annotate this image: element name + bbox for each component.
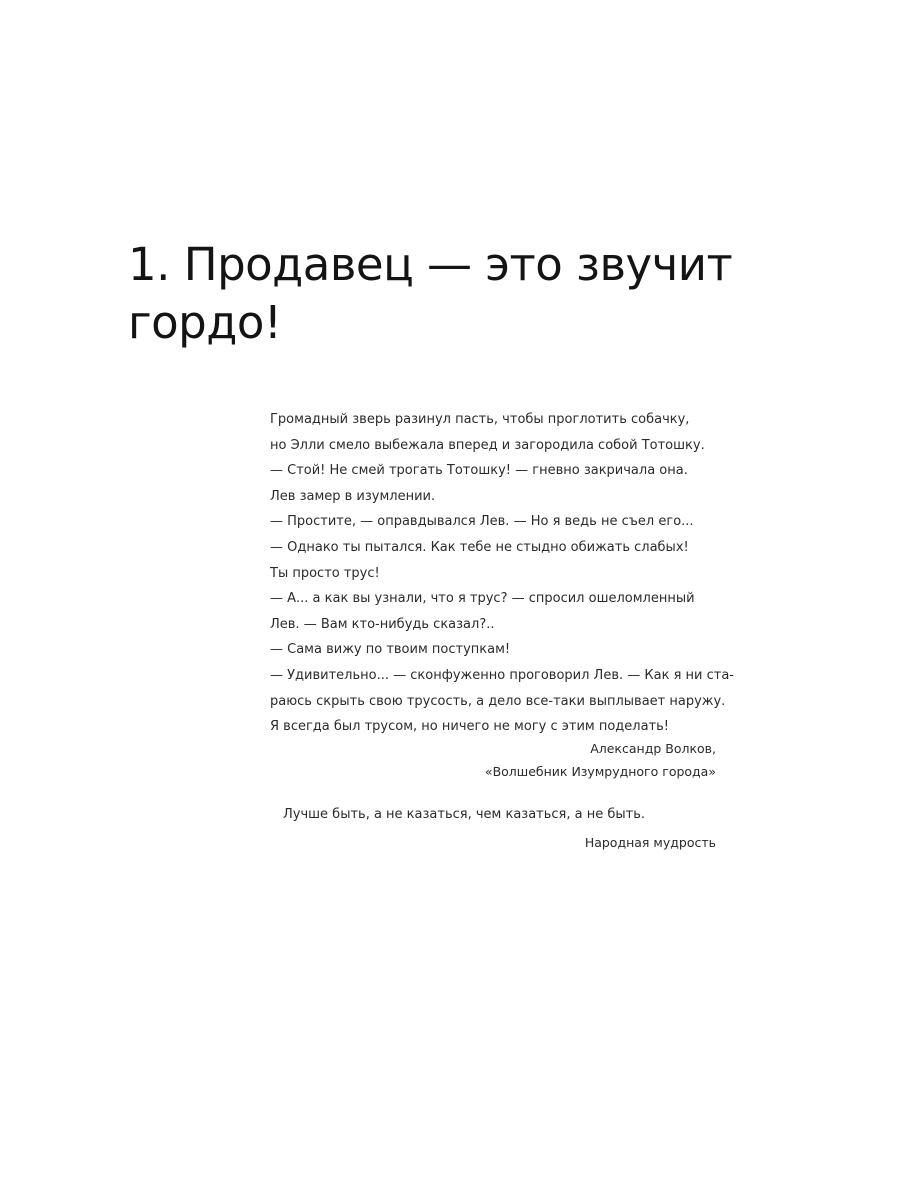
epigraph-attribution xyxy=(485,737,716,783)
chapter-title-line-2: гордо! xyxy=(128,296,282,349)
proverb-source: Народная мудрость xyxy=(584,835,716,850)
epigraph-author: Александр Волков, xyxy=(590,741,716,756)
epigraph-line: Я всегда был трусом, но ничего не могу с этим поделать! xyxy=(270,719,670,735)
chapter-title xyxy=(128,236,768,352)
epigraph-line: — Стой! Не смей трогать Тотошку! — гневно закричала она. xyxy=(270,463,688,479)
epigraph-line: раюсь скрыть свою трусость, а дело все-таки выплывает наружу. xyxy=(270,693,726,709)
epigraph-line: Лев замер в изумлении. xyxy=(270,488,436,504)
epigraph-line: Ты просто трус! xyxy=(270,565,380,581)
epigraph-line: — Однако ты пытался. Как тебе не стыдно обижать слабых! xyxy=(270,539,689,555)
chapter-title-line-1: 1. Продавец — это звучит xyxy=(128,238,733,291)
epigraph-source: «Волшебник Изумрудного города» xyxy=(484,764,716,779)
epigraph-line: Громадный зверь разинул пасть, чтобы проглотить собачку, xyxy=(270,412,690,427)
proverb-quote: Лучше быть, а не казаться, чем казаться, а не быть. xyxy=(283,807,646,822)
epigraph-line: — Сама вижу по твоим поступкам! xyxy=(270,642,511,658)
epigraph-line: но Элли смело выбежала вперед и загородила собой Тотошку. xyxy=(270,437,705,453)
epigraph-line: — А... а как вы узнали, что я трус? — спросил ошеломленный xyxy=(270,591,695,607)
epigraph-line: — Простите, — оправдывался Лев. — Но я ведь не съел его... xyxy=(270,514,694,530)
epigraph-quote xyxy=(270,407,734,740)
epigraph-line: — Удивительно... — сконфуженно проговорил Лев. — Как я ни ста- xyxy=(270,667,734,683)
epigraph-line: Лев. — Вам кто-нибудь сказал?.. xyxy=(270,616,495,632)
